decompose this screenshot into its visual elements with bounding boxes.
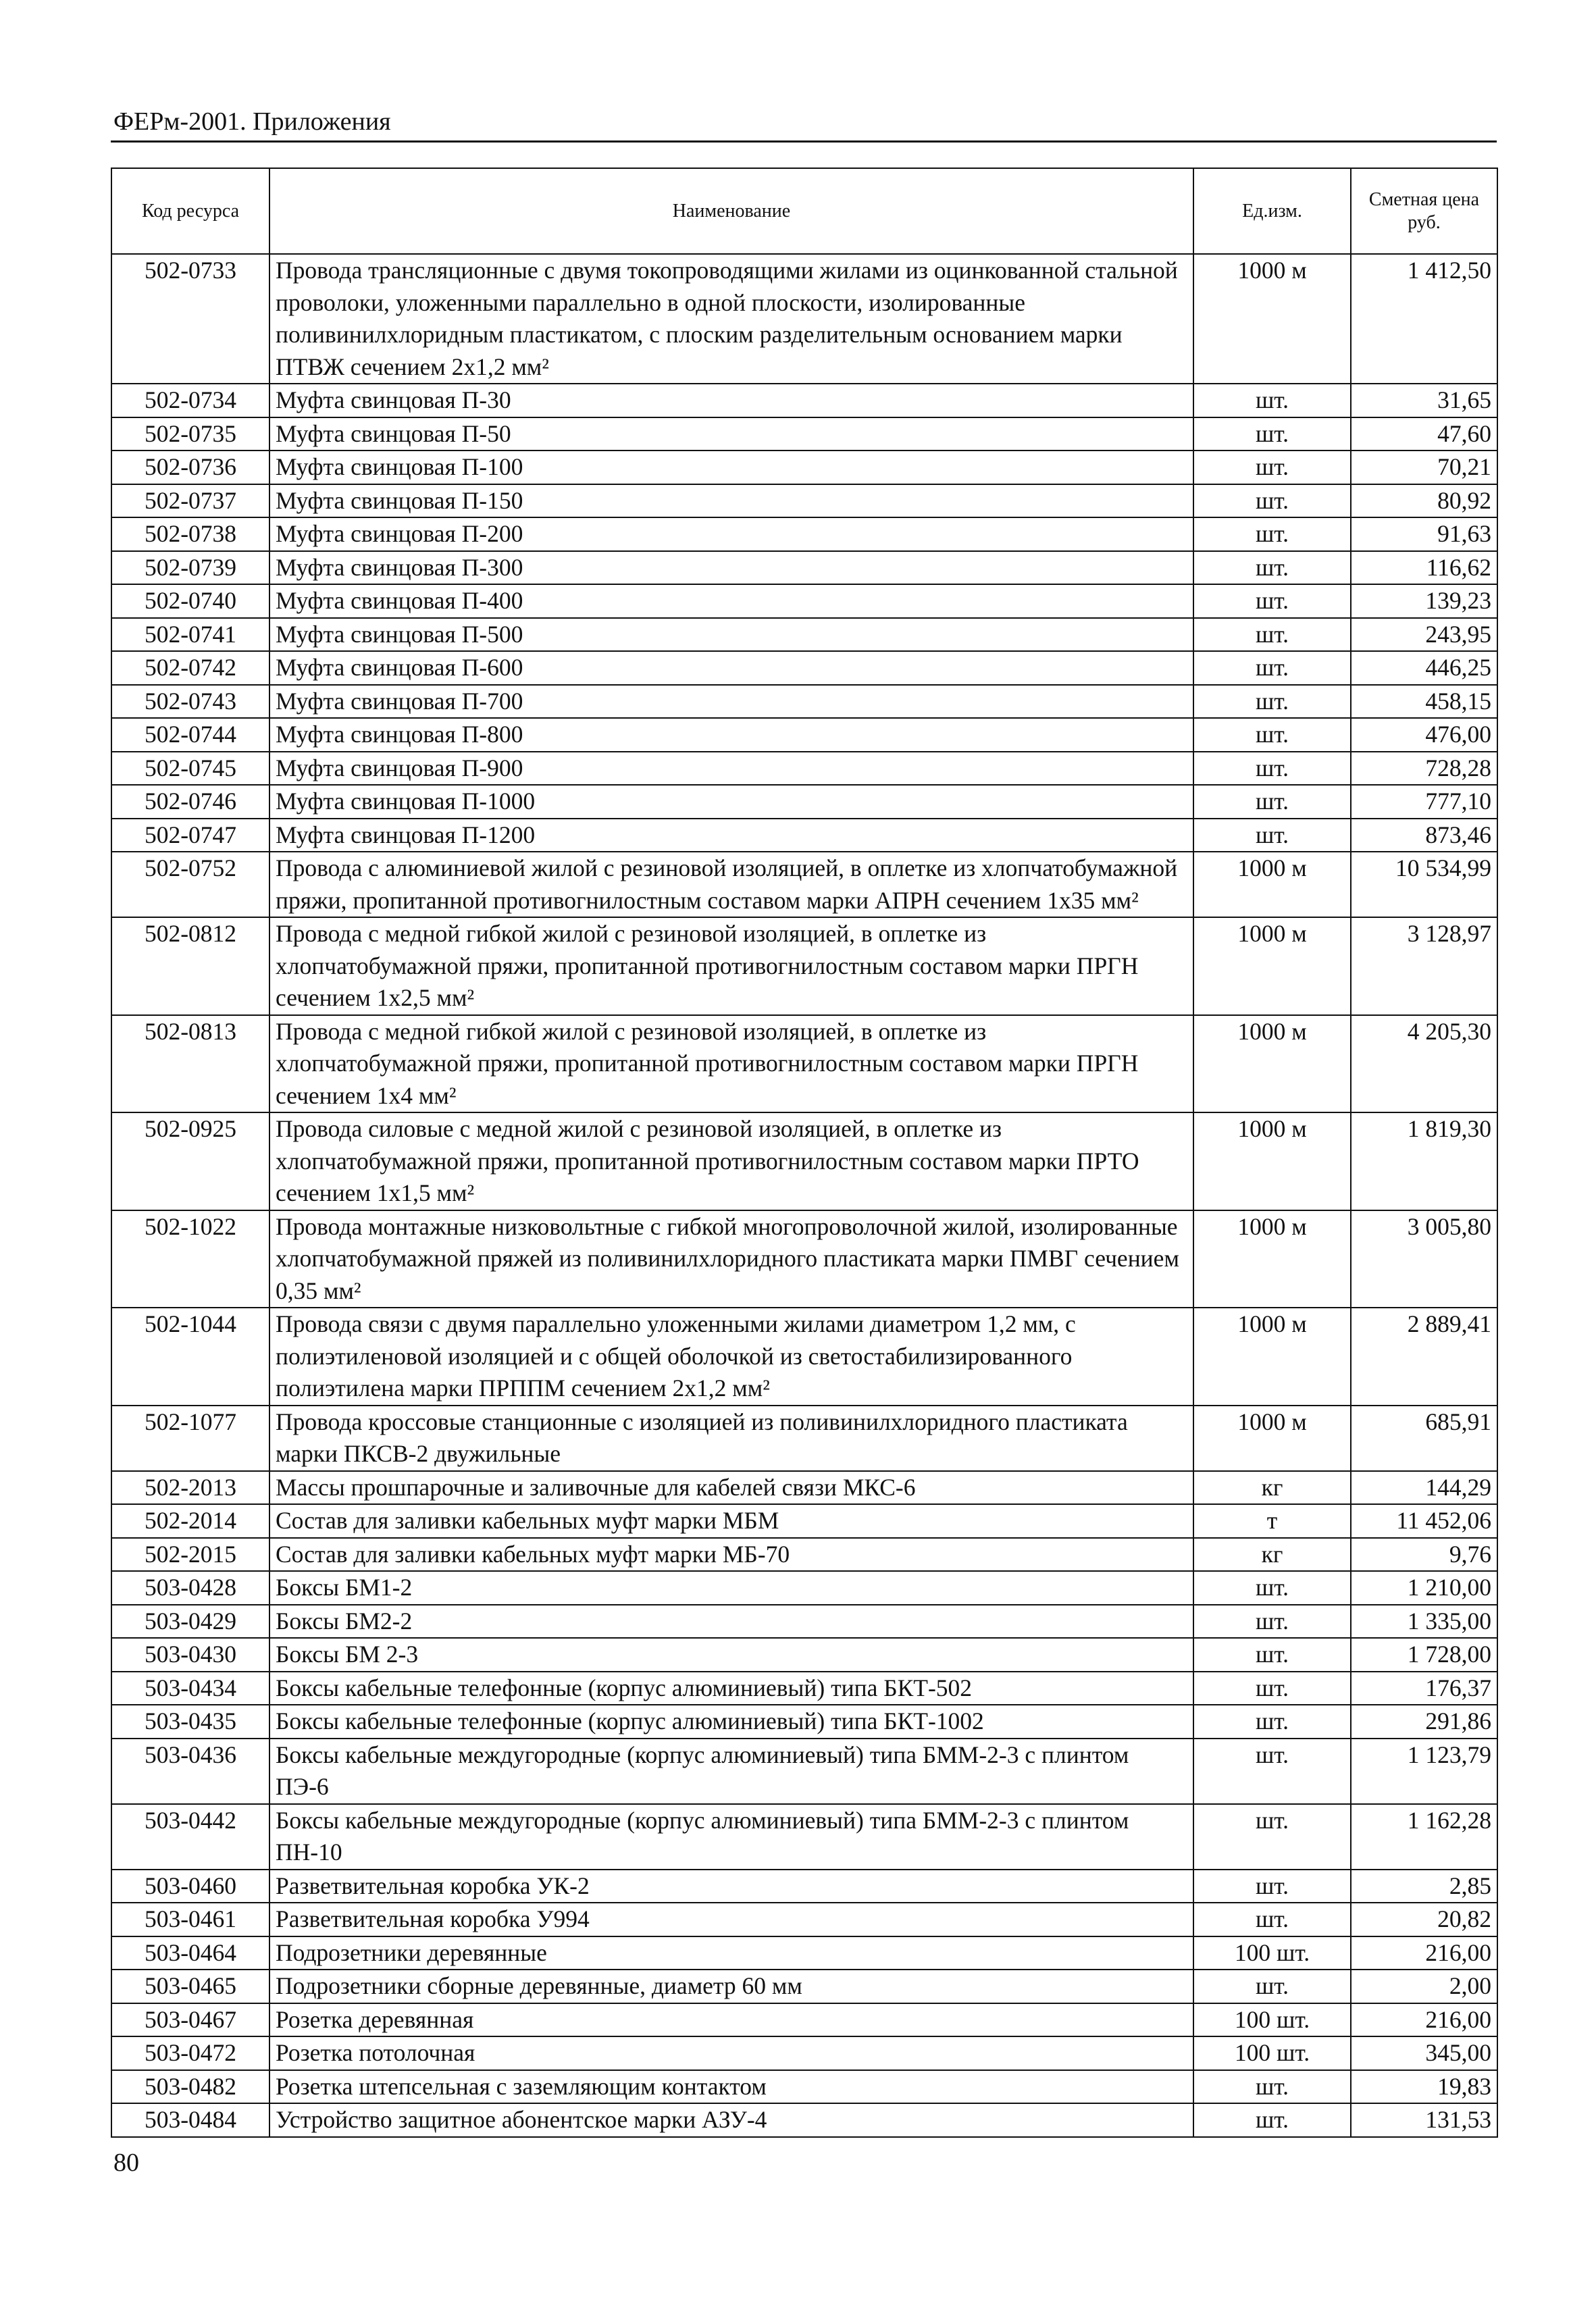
table-row [111,1739,1497,1804]
cell-unit: шт. [1193,685,1351,719]
resource-price-table [111,168,1498,2138]
cell-unit: 100 шт. [1193,2003,1351,2037]
cell-code: 502-0745 [111,752,269,786]
table-row [111,1903,1497,1936]
cell-code: 502-0739 [111,551,269,585]
table-row [111,852,1497,917]
table-row [111,1605,1497,1639]
cell-unit: шт. [1193,1970,1351,2003]
table-row [111,1112,1497,1210]
cell-unit: шт. [1193,1870,1351,1903]
cell-code: 502-0747 [111,819,269,852]
cell-code: 503-0428 [111,1571,269,1605]
cell-price: 685,91 [1351,1406,1497,1471]
cell-unit: шт. [1193,752,1351,786]
cell-unit: шт. [1193,517,1351,551]
cell-code: 502-0741 [111,618,269,652]
column-header-price: Сметная цена руб. [1351,168,1497,254]
cell-name: Боксы кабельные телефонные (корпус алюминиевый) типа БКТ-502 [269,1672,1193,1705]
cell-price: 1 335,00 [1351,1605,1497,1639]
cell-name: Розетка деревянная [269,2003,1193,2037]
cell-unit: 1000 м [1193,1015,1351,1113]
cell-price: 9,76 [1351,1538,1497,1572]
table-row [111,1970,1497,2003]
cell-price: 1 123,79 [1351,1739,1497,1804]
cell-name: Разветвительная коробка УК-2 [269,1870,1193,1903]
cell-code: 503-0442 [111,1804,269,1870]
cell-name: Муфта свинцовая П-900 [269,752,1193,786]
cell-code: 502-1044 [111,1308,269,1406]
cell-code: 502-1077 [111,1406,269,1471]
cell-code: 503-0467 [111,2003,269,2037]
cell-unit: кг [1193,1538,1351,1572]
table-row [111,1638,1497,1672]
table-header-row [111,168,1497,254]
cell-price: 80,92 [1351,484,1497,518]
cell-name: Боксы кабельные междугородные (корпус алюминиевый) типа БММ-2-3 с плинтом ПЭ-6 [269,1739,1193,1804]
cell-price: 131,53 [1351,2103,1497,2137]
cell-price: 91,63 [1351,517,1497,551]
cell-price: 243,95 [1351,618,1497,652]
cell-name: Подрозетники сборные деревянные, диаметр 60 мм [269,1970,1193,2003]
header-rule [111,140,1497,143]
cell-name: Провода связи с двумя параллельно уложенными жилами диаметром 1,2 мм, с полиэтиленовой изоляцией и с общей оболочкой из светостабилизированного полиэтилена марки ПРППМ сечением 2х1,2 мм² [269,1308,1193,1406]
cell-price: 1 412,50 [1351,254,1497,384]
cell-code: 502-0734 [111,384,269,417]
cell-code: 502-0743 [111,685,269,719]
cell-unit: шт. [1193,785,1351,819]
cell-price: 144,29 [1351,1471,1497,1505]
cell-name: Муфта свинцовая П-150 [269,484,1193,518]
cell-unit: шт. [1193,1672,1351,1705]
cell-name: Провода с медной гибкой жилой с резиновой изоляцией, в оплетке из хлопчатобумажной пряжи, пропитанной противогнилостным составом марки ПРГН сечением 1х2,5 мм² [269,917,1193,1015]
cell-unit: 1000 м [1193,1308,1351,1406]
cell-code: 502-0740 [111,584,269,618]
table-row [111,1705,1497,1739]
cell-unit: шт. [1193,651,1351,685]
cell-unit: 1000 м [1193,917,1351,1015]
cell-price: 3 005,80 [1351,1210,1497,1308]
cell-price: 446,25 [1351,651,1497,685]
cell-code: 502-0738 [111,517,269,551]
running-header: ФЕРм-2001. Приложения [113,107,391,136]
cell-name: Муфта свинцовая П-400 [269,584,1193,618]
cell-code: 502-0744 [111,718,269,752]
cell-unit: шт. [1193,551,1351,585]
cell-price: 345,00 [1351,2036,1497,2070]
cell-name: Состав для заливки кабельных муфт марки МБМ [269,1504,1193,1538]
cell-name: Разветвительная коробка У994 [269,1903,1193,1936]
cell-code: 502-0736 [111,451,269,484]
cell-name: Состав для заливки кабельных муфт марки МБ-70 [269,1538,1193,1572]
cell-code: 502-0752 [111,852,269,917]
column-header-unit: Ед.изм. [1193,168,1351,254]
cell-price: 70,21 [1351,451,1497,484]
cell-name: Провода кроссовые станционные с изоляцией из поливинилхлоридного пластиката марки ПКСВ-2 двужильные [269,1406,1193,1471]
cell-name: Муфта свинцовая П-800 [269,718,1193,752]
cell-code: 503-0465 [111,1970,269,2003]
cell-code: 503-0472 [111,2036,269,2070]
cell-name: Муфта свинцовая П-500 [269,618,1193,652]
cell-name: Провода силовые с медной жилой с резиновой изоляцией, в оплетке из хлопчатобумажной пряжи, пропитанной противогнилостным составом марки ПРТО сечением 1х1,5 мм² [269,1112,1193,1210]
cell-unit: шт. [1193,2070,1351,2104]
table-row [111,584,1497,618]
cell-unit: 1000 м [1193,1112,1351,1210]
cell-code: 502-0742 [111,651,269,685]
table-row [111,1210,1497,1308]
cell-unit: т [1193,1504,1351,1538]
cell-unit: шт. [1193,1605,1351,1639]
cell-name: Розетка потолочная [269,2036,1193,2070]
cell-unit: 1000 м [1193,1210,1351,1308]
cell-name: Провода монтажные низковольтные с гибкой многопроволочной жилой, изолированные хлопчатобумажной пряжей из поливинилхлоридного пластиката марки ПМВГ сечением 0,35 мм² [269,1210,1193,1308]
cell-price: 3 128,97 [1351,917,1497,1015]
table-row [111,2003,1497,2037]
column-header-name: Наименование [269,168,1193,254]
table-row [111,752,1497,786]
cell-code: 502-0812 [111,917,269,1015]
cell-name: Муфта свинцовая П-200 [269,517,1193,551]
cell-price: 31,65 [1351,384,1497,417]
table-row [111,2103,1497,2137]
cell-name: Муфта свинцовая П-1000 [269,785,1193,819]
cell-code: 502-2015 [111,1538,269,1572]
page-number: 80 [113,2149,139,2177]
cell-price: 2,00 [1351,1970,1497,2003]
table-row [111,917,1497,1015]
table-row [111,1936,1497,1970]
cell-unit: шт. [1193,1571,1351,1605]
cell-price: 2,85 [1351,1870,1497,1903]
table-row [111,785,1497,819]
cell-unit: кг [1193,1471,1351,1505]
cell-unit: шт. [1193,451,1351,484]
cell-price: 873,46 [1351,819,1497,852]
table-body [111,254,1497,2137]
cell-name: Муфта свинцовая П-300 [269,551,1193,585]
cell-unit: шт. [1193,417,1351,451]
cell-unit: шт. [1193,584,1351,618]
table-row [111,819,1497,852]
cell-price: 476,00 [1351,718,1497,752]
cell-unit: 1000 м [1193,852,1351,917]
cell-code: 502-1022 [111,1210,269,1308]
cell-name: Устройство защитное абонентское марки АЗУ-4 [269,2103,1193,2137]
cell-name: Муфта свинцовая П-1200 [269,819,1193,852]
table-row [111,451,1497,484]
cell-price: 1 728,00 [1351,1638,1497,1672]
cell-name: Подрозетники деревянные [269,1936,1193,1970]
cell-name: Боксы БМ2-2 [269,1605,1193,1639]
cell-unit: шт. [1193,718,1351,752]
cell-unit: шт. [1193,1638,1351,1672]
cell-name: Муфта свинцовая П-50 [269,417,1193,451]
cell-price: 20,82 [1351,1903,1497,1936]
table-row [111,2036,1497,2070]
cell-price: 728,28 [1351,752,1497,786]
cell-code: 502-2013 [111,1471,269,1505]
cell-unit: 100 шт. [1193,1936,1351,1970]
cell-name: Розетка штепсельная с заземляющим контактом [269,2070,1193,2104]
cell-price: 47,60 [1351,417,1497,451]
table-row [111,1308,1497,1406]
cell-price: 19,83 [1351,2070,1497,2104]
table-row [111,254,1497,384]
cell-price: 2 889,41 [1351,1308,1497,1406]
cell-name: Муфта свинцовая П-30 [269,384,1193,417]
table-row [111,651,1497,685]
table-row [111,1571,1497,1605]
cell-name: Муфта свинцовая П-600 [269,651,1193,685]
cell-code: 502-0925 [111,1112,269,1210]
cell-name: Боксы кабельные междугородные (корпус алюминиевый) типа БММ-2-3 с плинтом ПН-10 [269,1804,1193,1870]
table-row [111,484,1497,518]
table-row [111,1804,1497,1870]
cell-unit: 1000 м [1193,254,1351,384]
cell-unit: 100 шт. [1193,2036,1351,2070]
cell-price: 1 210,00 [1351,1571,1497,1605]
cell-price: 10 534,99 [1351,852,1497,917]
cell-code: 503-0484 [111,2103,269,2137]
cell-code: 503-0464 [111,1936,269,1970]
cell-name: Массы прошпарочные и заливочные для кабелей связи МКС-6 [269,1471,1193,1505]
cell-unit: шт. [1193,618,1351,652]
table-row [111,718,1497,752]
cell-unit: 1000 м [1193,1406,1351,1471]
table-row [111,685,1497,719]
cell-name: Провода с алюминиевой жилой с резиновой изоляцией, в оплетке из хлопчатобумажной пряжи, пропитанной противогнилостным составом марки АПРН сечением 1х35 мм² [269,852,1193,917]
cell-code: 502-0746 [111,785,269,819]
cell-price: 291,86 [1351,1705,1497,1739]
cell-unit: шт. [1193,2103,1351,2137]
table-row [111,384,1497,417]
table-row [111,1471,1497,1505]
cell-code: 503-0435 [111,1705,269,1739]
cell-code: 503-0461 [111,1903,269,1936]
cell-unit: шт. [1193,484,1351,518]
cell-name: Боксы БМ1-2 [269,1571,1193,1605]
cell-code: 503-0482 [111,2070,269,2104]
cell-code: 503-0460 [111,1870,269,1903]
cell-unit: шт. [1193,1705,1351,1739]
cell-code: 502-0735 [111,417,269,451]
cell-code: 502-0733 [111,254,269,384]
table-row [111,1538,1497,1572]
cell-unit: шт. [1193,1903,1351,1936]
cell-code: 503-0429 [111,1605,269,1639]
cell-price: 139,23 [1351,584,1497,618]
cell-code: 503-0436 [111,1739,269,1804]
cell-name: Боксы БМ 2-3 [269,1638,1193,1672]
cell-name: Муфта свинцовая П-100 [269,451,1193,484]
cell-price: 176,37 [1351,1672,1497,1705]
cell-price: 1 162,28 [1351,1804,1497,1870]
cell-price: 458,15 [1351,685,1497,719]
cell-price: 1 819,30 [1351,1112,1497,1210]
cell-code: 502-2014 [111,1504,269,1538]
cell-unit: шт. [1193,819,1351,852]
table-row [111,618,1497,652]
cell-unit: шт. [1193,1739,1351,1804]
cell-name: Провода трансляционные с двумя токопроводящими жилами из оцинкованной стальной проволоки, уложенными параллельно в одной плоскости, изолированные поливинилхлоридным пластикатом, с плоским разделительным основанием марки ПТВЖ сечением 2х1,2 мм² [269,254,1193,384]
cell-name: Боксы кабельные телефонные (корпус алюминиевый) типа БКТ-1002 [269,1705,1193,1739]
table-row [111,1406,1497,1471]
cell-code: 502-0737 [111,484,269,518]
cell-unit: шт. [1193,384,1351,417]
table-row [111,1672,1497,1705]
column-header-code: Код ресурса [111,168,269,254]
cell-price: 116,62 [1351,551,1497,585]
table-row [111,2070,1497,2104]
table-row [111,1015,1497,1113]
cell-price: 777,10 [1351,785,1497,819]
cell-price: 4 205,30 [1351,1015,1497,1113]
cell-price: 11 452,06 [1351,1504,1497,1538]
cell-code: 503-0434 [111,1672,269,1705]
cell-unit: шт. [1193,1804,1351,1870]
cell-name: Муфта свинцовая П-700 [269,685,1193,719]
table-row [111,1504,1497,1538]
cell-code: 502-0813 [111,1015,269,1113]
table-row [111,551,1497,585]
cell-code: 503-0430 [111,1638,269,1672]
table-row [111,1870,1497,1903]
table-row [111,417,1497,451]
table-row [111,517,1497,551]
cell-name: Провода с медной гибкой жилой с резиновой изоляцией, в оплетке из хлопчатобумажной пряжи, пропитанной противогнилостным составом марки ПРГН сечением 1х4 мм² [269,1015,1193,1113]
cell-price: 216,00 [1351,1936,1497,1970]
cell-price: 216,00 [1351,2003,1497,2037]
